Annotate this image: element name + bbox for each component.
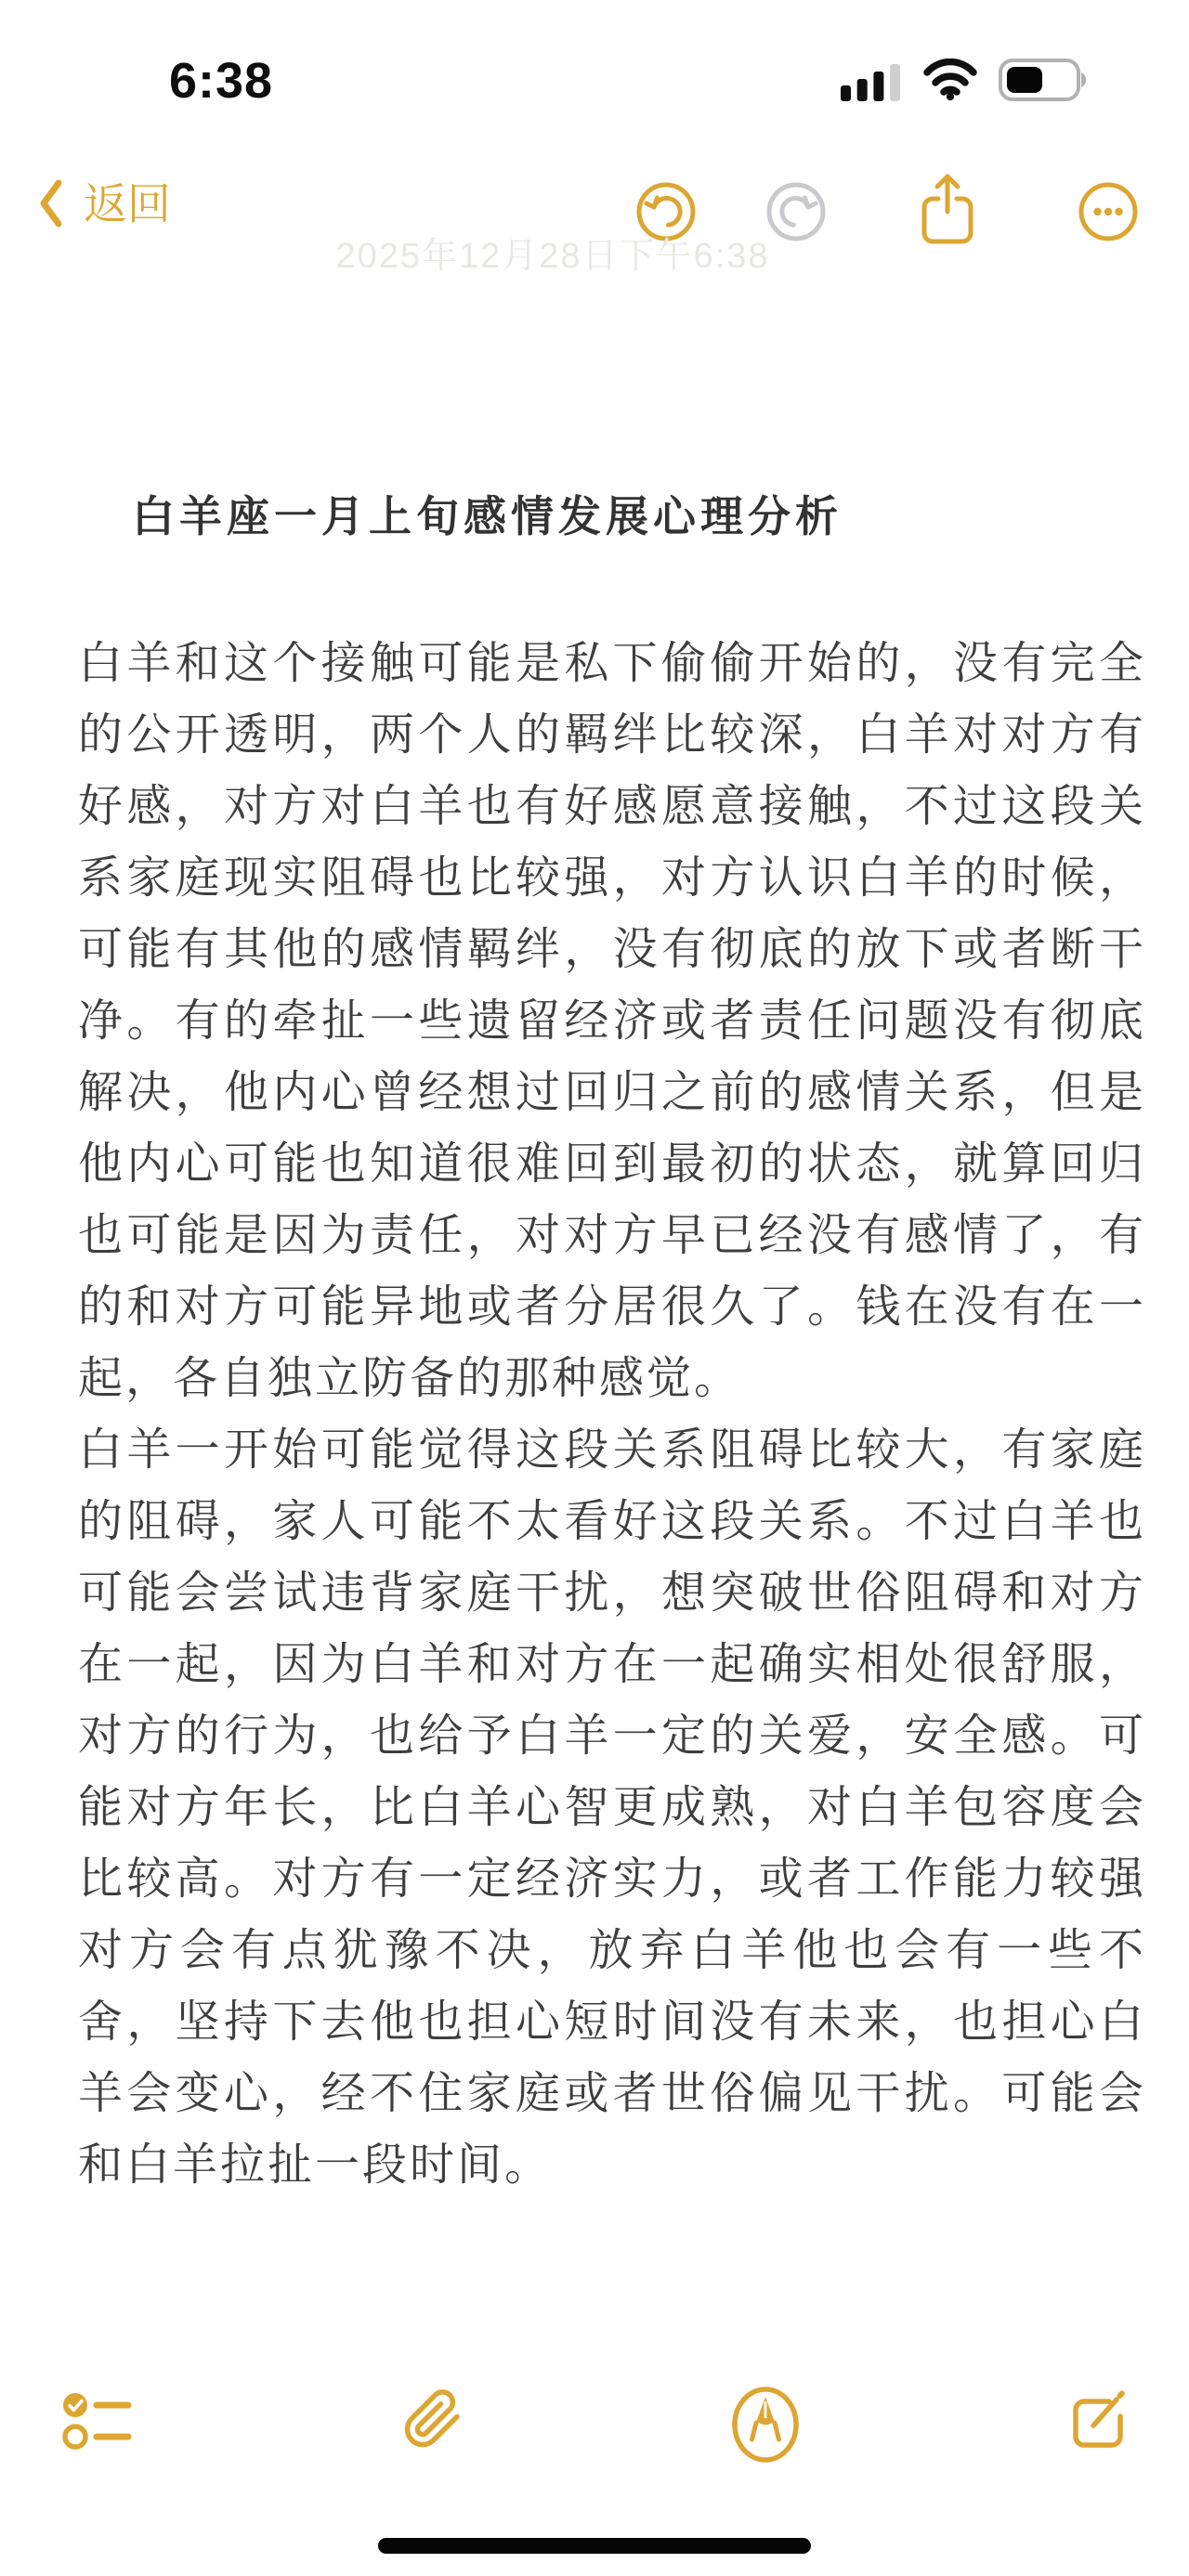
status-icons	[841, 58, 1088, 102]
wifi-icon	[922, 59, 978, 101]
markup-pen-button[interactable]	[730, 2385, 801, 2465]
attachment-paperclip-button[interactable]	[402, 2388, 464, 2450]
cellular-signal-icon	[841, 59, 902, 101]
status-time: 6:38	[169, 53, 274, 109]
back-button[interactable]	[37, 178, 171, 228]
home-indicator[interactable]	[378, 2538, 811, 2554]
compose-button[interactable]	[1063, 2379, 1130, 2453]
note-paragraph[interactable]: 白羊和这个接触可能是私下偷偷开始的，没有完全的公开透明，两个人的羁绊比较深，白羊对对方有好感，对方对白羊也有好感愿意接触，不过这段关系家庭现实阻碍也比较强，对方认识白羊的时候，可能有其他的感情羁绊，没有彻底的放下或者断干净。有的牵扯一些遗留经济或者责任问题没有彻底解决，他内心曾经想过回归之前的感情关系，但是他内心可能也知道很难回到最初的状态，就算回归也可能是因为责任，对对方早已经没有感情了，有的和对方可能异地或者分居很久了。钱在没有在一起，各自独立防备的那种感觉。	[78, 639, 1146, 1403]
note-body[interactable]	[78, 628, 1146, 2201]
battery-icon	[999, 58, 1088, 102]
note-title[interactable]: 白羊座一月上旬感情发展心理分析	[132, 492, 843, 540]
chevron-left-icon	[37, 178, 63, 228]
back-button-label: 返回	[84, 178, 171, 228]
note-paragraph[interactable]: 白羊一开始可能觉得这段关系阻碍比较大，有家庭的阻碍，家人可能不太看好这段关系。不过白羊也可能会尝试违背家庭干扰，想突破世俗阻碍和对方在一起，因为白羊和对方在一起确实相处很舒服，对方的行为，也给予白羊一定的关爱，安全感。可能对方年长，比白羊心智更成熟，对白羊包容度会比较高。对方有一定经济实力，或者工作能力较强对方会有点犹豫不决，放弃白羊他也会有一些不舍，坚持下去他也担心短时间没有未来，也担心白羊会变心，经不住家庭或者世俗偏见干扰。可能会和白羊拉扯一段时间。	[78, 1425, 1146, 2190]
note-date: 2025年12月28日下午6:38	[335, 237, 770, 276]
checklist-button[interactable]	[61, 2390, 134, 2452]
